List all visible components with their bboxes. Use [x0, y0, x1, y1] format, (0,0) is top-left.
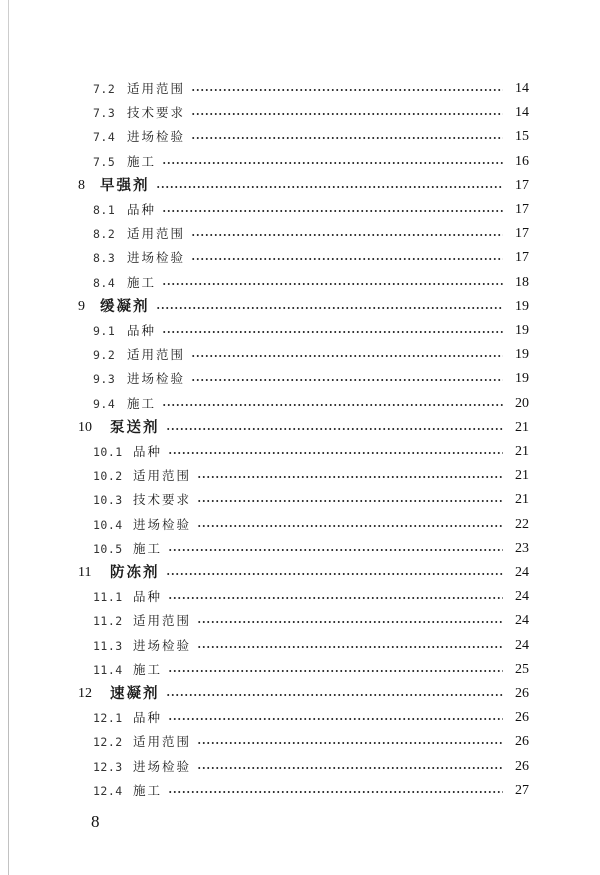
toc-section-entry[interactable]: [93, 125, 529, 149]
toc-section-entry[interactable]: [93, 730, 529, 754]
toc-entry-number: 11.2: [93, 614, 123, 629]
toc-entry-title: 品种: [133, 710, 163, 726]
dot-leader: [166, 694, 504, 696]
toc-entry-title: 施工: [133, 782, 163, 798]
toc-entry-title: 适用范围: [127, 81, 186, 96]
toc-entry-number: 8.3: [93, 251, 116, 266]
toc-section-entry[interactable]: [93, 101, 529, 125]
toc-section-entry[interactable]: [93, 198, 529, 222]
toc-entry-number: 7.5: [93, 154, 116, 169]
dot-leader: [197, 525, 503, 527]
dot-leader: [162, 331, 503, 333]
toc-entry-title: 适用范围: [133, 613, 192, 629]
toc-entry-number: 8.4: [93, 275, 116, 290]
toc-entry-number: 11.1: [93, 590, 123, 605]
dot-leader: [168, 791, 503, 793]
dot-leader: [162, 404, 503, 406]
toc-entry-page: 24: [515, 613, 529, 629]
toc-entry-page: 24: [515, 637, 529, 653]
dot-leader: [197, 646, 503, 648]
toc-entry-page: 24: [515, 565, 529, 580]
dot-leader: [197, 500, 503, 502]
toc-entry-number: 12.3: [93, 759, 123, 774]
toc-section-entry[interactable]: [93, 319, 529, 343]
toc-section-entry[interactable]: [93, 779, 529, 803]
dot-leader: [162, 162, 503, 164]
toc-entry-title: 施工: [127, 153, 157, 169]
dot-leader: [162, 210, 503, 212]
dot-leader: [166, 428, 504, 430]
toc-entry-number: 10.1: [93, 445, 123, 459]
toc-section-entry[interactable]: [93, 488, 529, 512]
dot-leader: [191, 137, 503, 139]
toc-entry-title: 缓凝剂: [100, 297, 150, 315]
page-number: 8: [91, 812, 100, 831]
toc-entry-page: 15: [515, 129, 529, 145]
toc-entry-title: 进场检验: [133, 758, 192, 774]
toc-chapter-entry[interactable]: [78, 682, 529, 706]
dot-leader: [168, 670, 503, 672]
toc-entry-page: 21: [515, 444, 529, 459]
toc-section-entry[interactable]: [93, 634, 529, 658]
toc-entry-page: 19: [515, 323, 529, 338]
toc-entry-number: 8.1: [93, 203, 116, 217]
toc-entry-number: 7.3: [93, 106, 116, 121]
dot-leader: [191, 258, 503, 260]
dot-leader: [168, 452, 503, 454]
dot-leader: [197, 742, 503, 744]
dot-leader: [191, 379, 503, 381]
toc-entry-page: 27: [515, 782, 529, 798]
toc-section-entry[interactable]: [93, 464, 529, 488]
toc-entry-title: 早强剂: [100, 176, 150, 194]
dot-leader: [197, 621, 503, 623]
toc-chapter-entry[interactable]: [78, 416, 529, 440]
scan-edge-line: [8, 0, 9, 875]
dot-leader: [191, 89, 503, 91]
toc-section-entry[interactable]: [93, 392, 529, 416]
toc-chapter-entry[interactable]: [78, 174, 529, 198]
toc-entry-page: 26: [515, 710, 529, 726]
toc-section-entry[interactable]: [93, 222, 529, 246]
toc-entry-page: 19: [515, 371, 529, 387]
toc-entry-number: 12.1: [93, 711, 123, 726]
dot-leader: [191, 113, 503, 115]
toc-section-entry[interactable]: [93, 271, 529, 295]
toc-entry-page: 26: [515, 758, 529, 774]
toc-entry-page: 20: [515, 395, 529, 411]
dot-leader: [168, 597, 503, 599]
dot-leader: [191, 355, 503, 357]
toc-entry-number: 8: [78, 177, 85, 193]
toc-entry-page: 14: [515, 105, 529, 121]
toc-entry-number: 10.4: [93, 517, 123, 532]
toc-section-entry[interactable]: [93, 150, 529, 174]
toc-section-entry[interactable]: [93, 513, 529, 537]
toc-entry-title: 进场检验: [127, 250, 186, 266]
toc-entry-page: 19: [515, 298, 529, 314]
toc-entry-title: 进场检验: [133, 637, 192, 653]
toc-entry-page: 24: [515, 589, 529, 605]
toc-section-entry[interactable]: [93, 440, 529, 464]
toc-entry-title: 品种: [127, 323, 157, 338]
toc-section-entry[interactable]: [93, 537, 529, 561]
toc-entry-title: 技术要求: [127, 105, 186, 121]
toc-entry-page: 17: [515, 226, 529, 242]
dot-leader: [191, 234, 503, 236]
toc-entry-title: 进场检验: [127, 129, 186, 145]
toc-entry-title: 防冻剂: [110, 564, 160, 581]
toc-entry-page: 26: [515, 686, 529, 701]
toc-entry-title: 技术要求: [133, 492, 192, 508]
toc-entry-title: 施工: [127, 274, 157, 290]
toc-entry-number: 10.2: [93, 469, 123, 484]
toc-section-entry[interactable]: [93, 77, 529, 101]
toc-entry-number: 10.5: [93, 541, 123, 556]
toc-entry-page: 21: [515, 492, 529, 508]
dot-leader: [156, 307, 504, 309]
toc-entry-number: 12.4: [93, 783, 123, 798]
toc-entry-page: 25: [515, 661, 529, 677]
toc-entry-page: 14: [515, 81, 529, 96]
toc-entry-page: 16: [515, 153, 529, 169]
toc-entry-title: 速凝剂: [110, 685, 160, 702]
toc-section-entry[interactable]: [93, 367, 529, 391]
dot-leader: [168, 549, 503, 551]
toc-entry-number: 9.1: [93, 324, 116, 338]
toc-entry-title: 泵送剂: [110, 418, 160, 436]
toc-entry-number: 9.4: [93, 396, 116, 411]
toc-entry-page: 23: [515, 540, 529, 556]
dot-leader: [197, 767, 503, 769]
toc-entry-number: 9: [78, 298, 85, 314]
toc-entry-title: 施工: [127, 395, 157, 411]
toc-section-entry[interactable]: [93, 609, 529, 633]
toc-entry-number: 11.4: [93, 662, 123, 677]
dot-leader: [162, 283, 503, 285]
toc-entry-title: 适用范围: [127, 347, 186, 363]
toc-entry-number: 9.2: [93, 348, 116, 363]
toc-entry-page: 21: [515, 419, 529, 435]
toc-section-entry[interactable]: [93, 585, 529, 609]
toc-entry-page: 22: [515, 516, 529, 532]
toc-section-entry[interactable]: [93, 343, 529, 367]
toc-chapter-entry[interactable]: [78, 295, 529, 319]
dot-leader: [197, 476, 503, 478]
toc-entry-page: 17: [515, 250, 529, 266]
toc-entry-number: 11: [78, 565, 92, 580]
toc-entry-number: 7.4: [93, 130, 116, 145]
toc-entry-number: 10: [78, 419, 92, 435]
toc-entry-number: 11.3: [93, 638, 123, 653]
toc-entry-number: 12.2: [93, 735, 123, 750]
toc-entry-page: 26: [515, 734, 529, 750]
toc-entry-title: 施工: [133, 661, 163, 677]
dot-leader: [166, 573, 504, 575]
toc-entry-page: 21: [515, 468, 529, 484]
toc-entry-number: 12: [78, 686, 92, 701]
toc-entry-title: 品种: [133, 444, 163, 459]
toc-entry-number: 10.3: [93, 493, 123, 508]
toc-entry-title: 适用范围: [133, 734, 192, 750]
toc-entry-title: 品种: [127, 202, 157, 217]
dot-leader: [168, 718, 503, 720]
toc-section-entry[interactable]: [93, 246, 529, 270]
toc-entry-title: 施工: [133, 540, 163, 556]
toc-entry-title: 适用范围: [133, 468, 192, 484]
toc-entry-number: 8.2: [93, 227, 116, 242]
toc-entry-title: 进场检验: [133, 516, 192, 532]
toc-section-entry[interactable]: [93, 755, 529, 779]
toc-entry-title: 进场检验: [127, 371, 186, 387]
toc-section-entry[interactable]: [93, 706, 529, 730]
toc-entry-title: 品种: [133, 589, 163, 605]
toc-entry-title: 适用范围: [127, 226, 186, 242]
toc-chapter-entry[interactable]: [78, 561, 529, 585]
toc-entry-number: 7.2: [93, 82, 116, 96]
toc-section-entry[interactable]: [93, 658, 529, 682]
toc-entry-page: 18: [515, 274, 529, 290]
toc-entry-page: 17: [515, 202, 529, 217]
toc-entry-page: 19: [515, 347, 529, 363]
toc-entry-page: 17: [515, 177, 529, 193]
toc-entry-number: 9.3: [93, 372, 116, 387]
dot-leader: [156, 186, 504, 188]
